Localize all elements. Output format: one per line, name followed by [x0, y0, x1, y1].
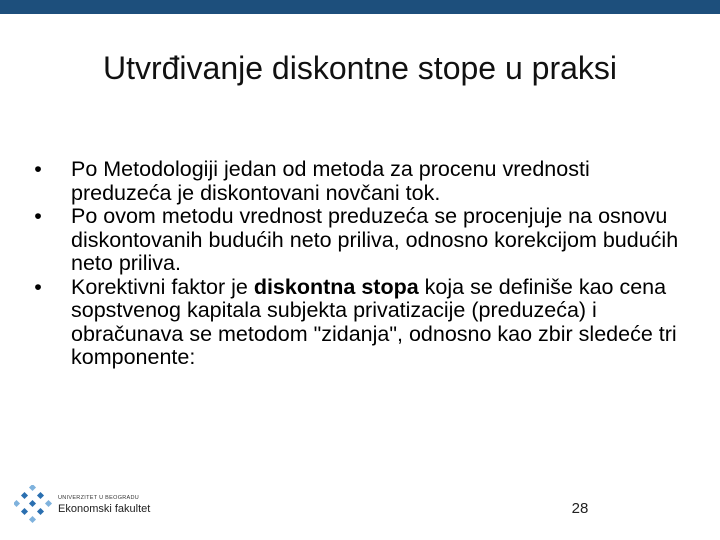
bullet-list	[28, 158, 688, 370]
top-accent-bar	[0, 0, 720, 14]
bullet-text: Po ovom metodu vrednost preduzeća se procenjuje na osnovu diskontovanih budućih neto priliva, odnosno korekcijom budućih neto priliva.	[71, 204, 679, 275]
logo-university-text: UNIVERZITET U BEOGRADU	[58, 495, 140, 501]
bullet-text: Po Metodologiji jedan od metoda za procenu vrednosti preduzeća je diskontovani novčani tok.	[71, 157, 590, 205]
bullet-text-bold: diskontna stopa	[253, 274, 419, 299]
page-number: 28	[571, 500, 589, 517]
bullet-item	[28, 158, 688, 205]
faculty-logo	[14, 485, 164, 525]
bullet-marker: •	[34, 204, 42, 228]
bullet-text-after: koja se definiše kao cena sopstvenog kapitala subjekta privatizacije (preduzeća) i obračunava se metodom "zidanja", odnosno kao zbir sledeće tri komponente:	[71, 274, 677, 369]
bullet-marker: •	[34, 157, 42, 181]
bullet-text-before: Korektivni faktor je	[71, 274, 254, 299]
logo-dots-icon	[14, 485, 56, 525]
slide-title: Utvrđivanje diskontne stope u praksi	[102, 50, 618, 86]
bullet-marker: •	[34, 274, 42, 299]
bullet-item	[28, 276, 688, 370]
bullet-item	[28, 205, 688, 276]
logo-faculty-text: Ekonomski fakultet	[58, 503, 151, 515]
